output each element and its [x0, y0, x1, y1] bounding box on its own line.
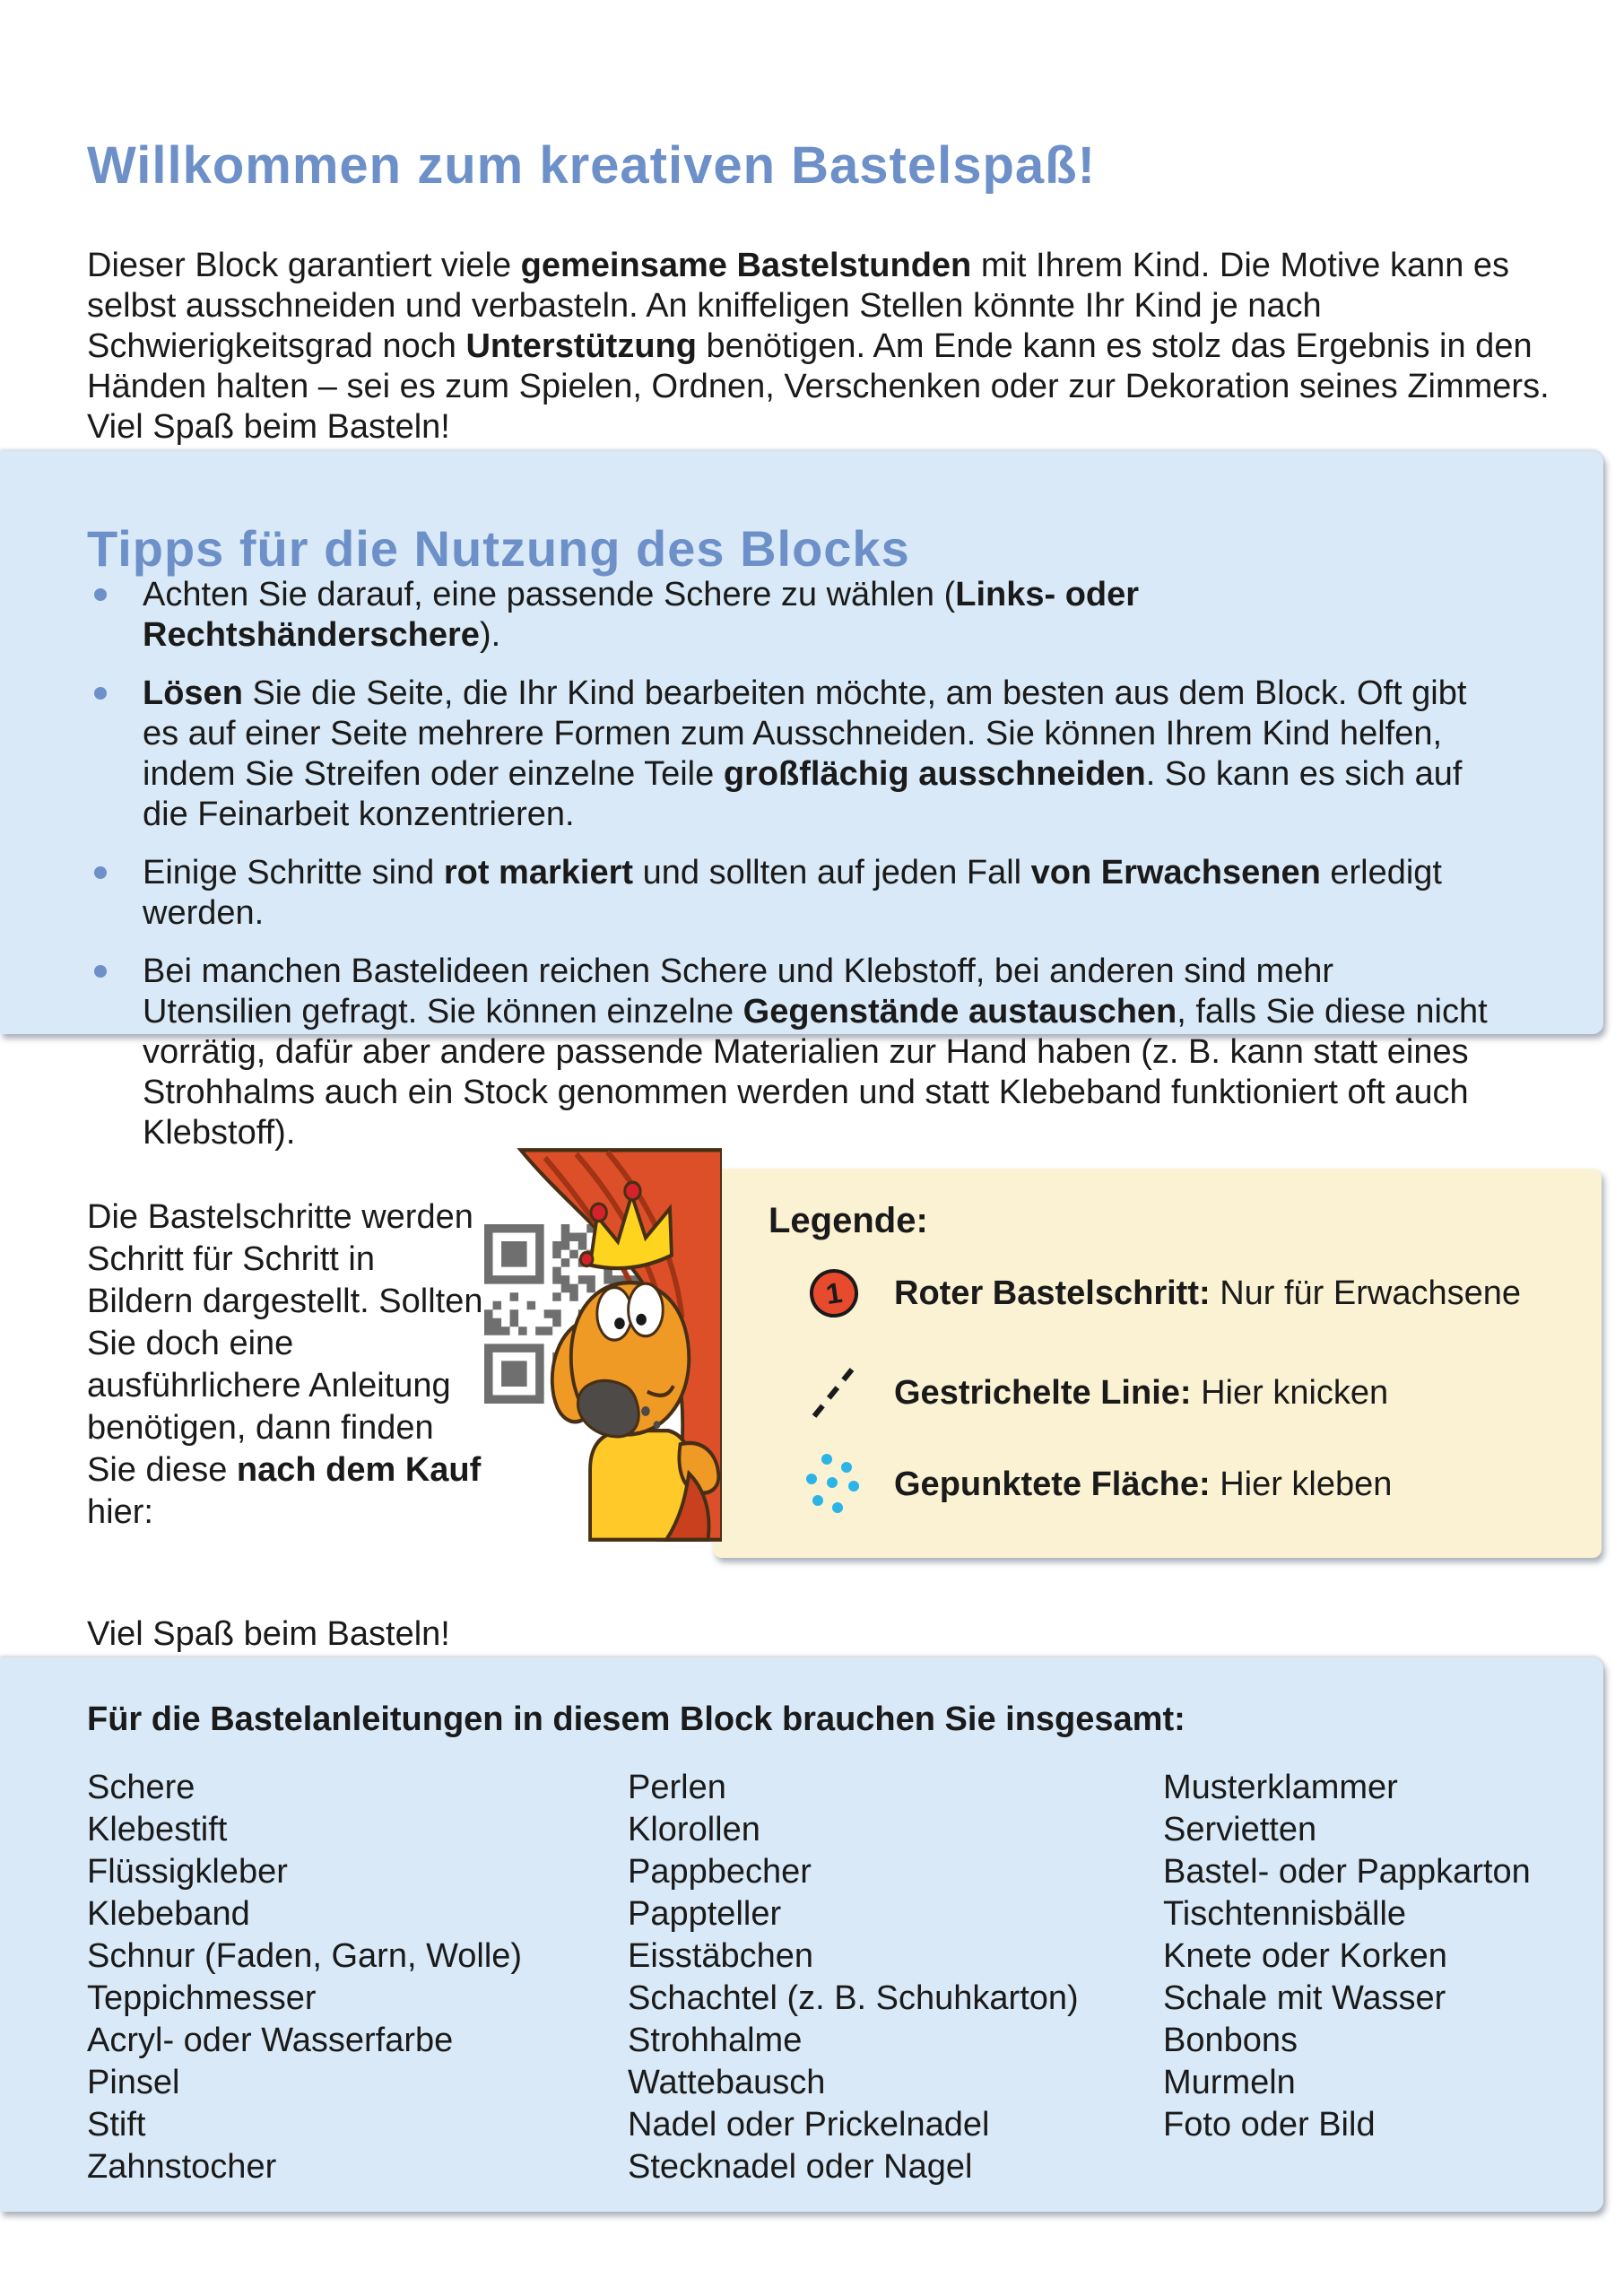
tips-list	[87, 575, 1490, 1171]
materials-title: Für die Bastelanleitungen in diesem Block brauchen Sie insgesamt:	[87, 1700, 1185, 1738]
tips-panel-title: Tipps für die Nutzung des Blocks	[87, 520, 910, 578]
dotted-area-icon	[785, 1452, 883, 1517]
material-item: Eisstäbchen	[628, 1937, 814, 1975]
material-item: Klorollen	[628, 1811, 760, 1848]
material-item: Knete oder Korken	[1163, 1937, 1447, 1975]
tip-text: Einige Schritte sind rot markiert und sollten auf jeden Fall von Erwachsenen erledigt werden.	[143, 854, 1442, 932]
page-title: Willkommen zum kreativen Bastelspaß!	[87, 135, 1096, 195]
dashed-line-icon	[785, 1364, 883, 1422]
material-item: Flüssigkleber	[87, 1853, 288, 1891]
bullet-dot-icon	[94, 687, 107, 700]
tip-bullet	[87, 952, 1490, 1153]
legend-item-red-step	[785, 1269, 1521, 1318]
mascot-illustration	[462, 1146, 722, 1565]
material-item: Schnur (Faden, Garn, Wolle)	[87, 1937, 523, 1975]
material-item: Stecknadel oder Nagel	[628, 2148, 973, 2186]
legend-title: Legende:	[769, 1201, 928, 1240]
tip-bullet	[87, 853, 1490, 934]
material-item: Zahnstocher	[87, 2148, 277, 2186]
material-item: Foto oder Bild	[1163, 2106, 1376, 2144]
material-item: Pappteller	[628, 1895, 782, 1933]
material-item: Schere	[87, 1769, 195, 1806]
materials-column-1	[87, 1767, 628, 2188]
material-item: Schachtel (z. B. Schuhkarton)	[628, 1979, 1079, 2017]
material-item: Perlen	[628, 1769, 726, 1806]
materials-column-3	[1163, 1767, 1559, 2188]
material-item: Klebestift	[87, 1811, 228, 1848]
tip-bullet	[87, 674, 1490, 835]
material-item: Murmeln	[1163, 2064, 1296, 2101]
bullet-dot-icon	[94, 965, 107, 978]
material-item: Nadel oder Prickelnadel	[628, 2106, 990, 2144]
steps-note-paragraph: Die Bastelschritte werden Schritt für Schritt in Bildern dargestellt. Sollten Sie doch eine ausführlichere Anleitung benötigen, dann finden Sie diese nach dem Kauf hier:	[87, 1198, 483, 1531]
bullet-dot-icon	[94, 866, 107, 879]
legend-item-dashed-line	[785, 1364, 1388, 1422]
material-item: Schale mit Wasser	[1163, 1979, 1446, 2017]
tips-panel	[0, 451, 1603, 1152]
legend-panel	[713, 1169, 1602, 1558]
intro-paragraph: Dieser Block garantiert viele gemeinsame Bastelstunden mit Ihrem Kind. Die Motive kann es selbst ausschneiden und verbasteln. An kniffeligen Stellen könnte Ihr Kind je nach Schwierigkeitsgrad noch Unterstützung benötigen. Am Ende kann es stolz das Ergebnis in den Händen halten – sei es zum Spielen, Ordnen, Verschenken oder zur Dekoration seines Zimmers. Viel Spaß beim Basteln!	[87, 247, 1550, 446]
tip-text: Achten Sie darauf, eine passende Schere zu wählen (Links- oder Rechtshänderschere).	[143, 576, 1140, 654]
material-item: Klebeband	[87, 1895, 250, 1933]
material-item: Teppichmesser	[87, 1979, 317, 2017]
closing-line: Viel Spaß beim Basteln!	[87, 1615, 450, 1653]
material-item: Servietten	[1163, 1811, 1317, 1848]
legend-item-text: Gepunktete Fläche: Hier kleben	[894, 1465, 1393, 1503]
tip-text: Bei manchen Bastelideen reichen Schere und Klebstoff, bei anderen sind mehr Utensilien gefragt. Sie können einzelne Gegenstände austauschen, falls Sie diese nicht vorrätig, dafür aber andere passende Materialien zur Hand haben (z. B. kann statt eines Strohhalms auch ein Stock genommen werden und statt Klebeband funktioniert oft auch Klebstoff).	[143, 952, 1488, 1152]
material-item: Strohhalme	[628, 2022, 803, 2059]
legend-item-text: Gestrichelte Linie: Hier knicken	[894, 1373, 1389, 1412]
tip-text: Lösen Sie die Seite, die Ihr Kind bearbeiten möchte, am besten aus dem Block. Oft gibt es auf einer Seite mehrere Formen zum Ausschneiden. Sie können Ihrem Kind helfen, indem Sie Streifen oder einzelne Teile großflächig ausschneiden. So kann es sich auf die Feinarbeit konzentrieren.	[143, 674, 1467, 833]
material-item: Bonbons	[1163, 2022, 1298, 2059]
material-item: Wattebausch	[628, 2064, 826, 2101]
legend-item-dotted-area	[785, 1452, 1392, 1517]
tip-bullet	[87, 575, 1490, 656]
material-item: Pappbecher	[628, 1853, 812, 1891]
bullet-dot-icon	[94, 588, 107, 601]
material-item: Musterklammer	[1163, 1769, 1398, 1806]
materials-panel	[0, 1657, 1603, 2212]
material-item: Acryl- oder Wasserfarbe	[87, 2022, 454, 2059]
material-item: Bastel- oder Pappkarton	[1163, 1853, 1531, 1891]
material-item: Tischtennisbälle	[1163, 1895, 1407, 1933]
material-item: Stift	[87, 2106, 146, 2144]
legend-item-text: Roter Bastelschritt: Nur für Erwachsene	[894, 1274, 1522, 1312]
materials-column-2	[628, 1767, 1163, 2188]
red-step-circle-icon: 1	[785, 1269, 883, 1318]
materials-columns	[87, 1767, 1559, 2188]
material-item: Pinsel	[87, 2064, 180, 2101]
